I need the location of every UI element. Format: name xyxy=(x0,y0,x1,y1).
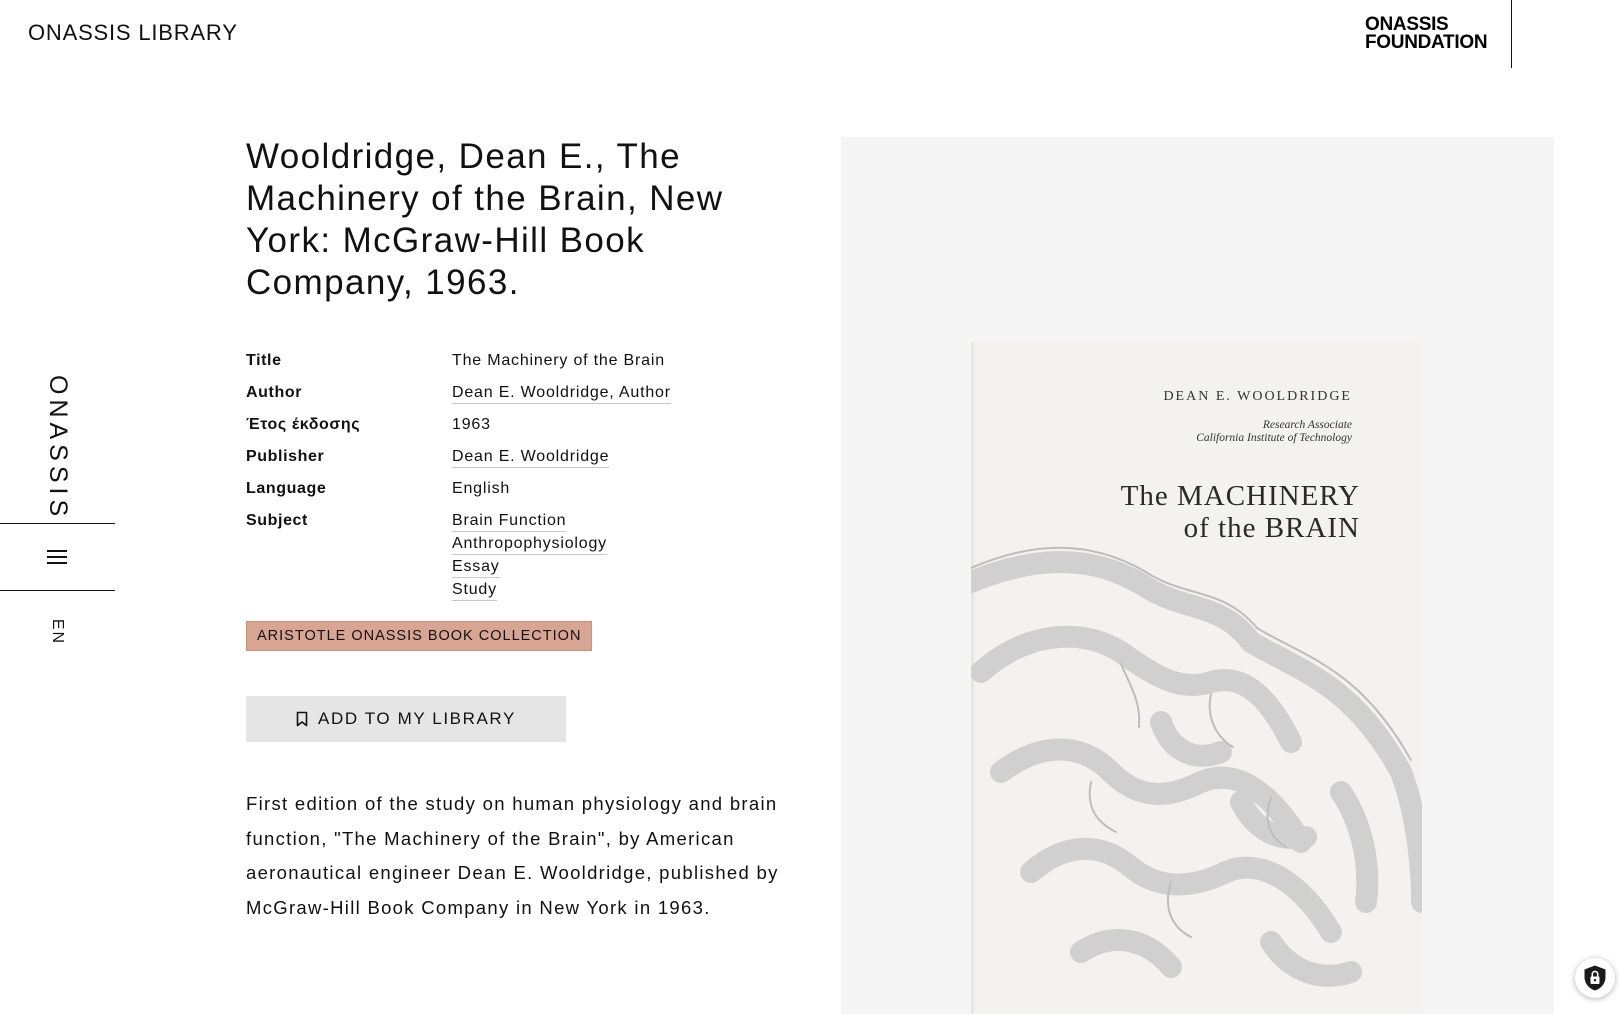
cover-title-line-2: of the BRAIN xyxy=(1183,512,1360,544)
rail-brand: ONASSIS xyxy=(44,375,72,522)
meta-row-title xyxy=(246,350,806,372)
add-to-library-button[interactable] xyxy=(246,696,566,742)
header-divider xyxy=(1511,0,1512,68)
cover-author: DEAN E. WOOLDRIDGE xyxy=(1163,389,1352,404)
metadata-table xyxy=(246,350,806,612)
meta-label-language: Language xyxy=(246,480,327,497)
foundation-logo-line-1: ONASSIS xyxy=(1365,14,1449,35)
record-heading: Wooldridge, Dean E., The Machinery of the Brain, New York: McGraw-Hill Book Company, 1963. xyxy=(246,137,724,302)
meta-label-publisher: Publisher xyxy=(246,448,325,465)
foundation-logo-line-2: FOUNDATION xyxy=(1365,32,1488,53)
hamburger-menu-icon xyxy=(47,550,67,564)
publisher-link[interactable]: Dean E. Wooldridge xyxy=(452,446,609,468)
bookmark-icon xyxy=(296,711,308,727)
author-link[interactable]: Dean E. Wooldridge, Author xyxy=(452,382,671,404)
cover-affiliation-line-1: Research Associate xyxy=(1262,419,1352,431)
meta-row-language xyxy=(246,478,806,500)
record-description: First edition of the study on human physiology and brain function, "The Machinery of the Brain", by American aeronautical engineer Dean E. Wooldridge, published by McGraw-Hill Book Company in New York in 1963. xyxy=(246,793,779,918)
subject-link-brain-function[interactable]: Brain Function xyxy=(452,510,566,532)
rail-divider-bottom xyxy=(0,590,115,591)
meta-value-language: English xyxy=(452,480,511,497)
meta-row-author xyxy=(246,382,806,404)
shield-lock-icon xyxy=(1582,964,1608,992)
privacy-settings-button[interactable] xyxy=(1575,958,1615,998)
foundation-logo[interactable] xyxy=(1365,16,1515,52)
subject-link-anthropophysiology[interactable]: Anthropophysiology xyxy=(452,533,607,555)
subject-link-essay[interactable]: Essay xyxy=(452,556,500,578)
meta-row-publisher xyxy=(246,446,806,468)
cover-title xyxy=(1121,480,1360,544)
menu-button[interactable] xyxy=(35,540,79,574)
add-to-library-label: ADD TO MY LIBRARY xyxy=(318,709,516,728)
meta-label-subject: Subject xyxy=(246,512,308,529)
meta-label-author: Author xyxy=(246,384,303,401)
book-cover-image xyxy=(971,342,1422,1014)
cover-title-line-1: The MACHINERY xyxy=(1120,480,1360,512)
cover-affiliation-line-2: California Institute of Technology xyxy=(1196,432,1352,444)
meta-value-title: The Machinery of the Brain xyxy=(452,352,665,369)
language-toggle[interactable]: EN xyxy=(49,618,66,646)
meta-row-year xyxy=(246,414,806,436)
collection-tag[interactable]: ARISTOTLE ONASSIS BOOK COLLECTION xyxy=(246,621,592,651)
image-viewer[interactable] xyxy=(841,137,1554,1014)
site-logo[interactable]: ONASSIS LIBRARY xyxy=(28,20,238,45)
meta-value-year: 1963 xyxy=(452,416,491,433)
meta-row-subject xyxy=(246,510,806,602)
subject-list xyxy=(452,510,607,602)
meta-label-year: Έτος έκδοσης xyxy=(246,416,361,433)
rail-divider-top xyxy=(0,523,115,524)
cover-affiliation xyxy=(1196,419,1352,445)
subject-link-study[interactable]: Study xyxy=(452,579,497,601)
meta-label-title: Title xyxy=(246,352,282,369)
